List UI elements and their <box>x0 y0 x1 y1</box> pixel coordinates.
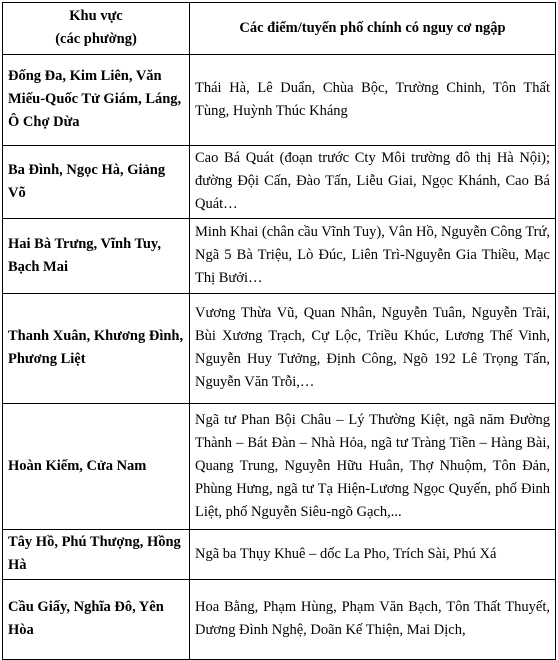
streets-cell: Ngã ba Thụy Khuê – dốc La Pho, Trích Sài, Phú Xá <box>190 530 556 580</box>
table-row <box>3 294 556 404</box>
table-row <box>3 146 556 219</box>
flood-risk-table <box>2 2 556 660</box>
area-cell: Đống Đa, Kim Liên, Văn Miếu-Quốc Tử Giám, Láng, Ô Chợ Dừa <box>3 55 190 146</box>
streets-cell: Vương Thừa Vũ, Quan Nhân, Nguyễn Tuân, Nguyễn Trãi, Bùi Xương Trạch, Cự Lộc, Triều Khúc, Lương Thế Vinh, Nguyễn Huy Tưởng, Định Công, Ngõ 192 Lê Trọng Tấn, Nguyễn Văn Trỗi,… <box>190 294 556 404</box>
header-streets: Các điểm/tuyến phố chính có nguy cơ ngập <box>190 3 556 55</box>
area-cell: Hoàn Kiếm, Cửa Nam <box>3 404 190 530</box>
streets-cell: Cao Bá Quát (đoạn trước Cty Môi trường đô thị Hà Nội); đường Đội Cấn, Đào Tấn, Liễu Giai, Ngọc Khánh, Cao Bá Quát… <box>190 146 556 219</box>
table-row <box>3 55 556 146</box>
area-cell: Thanh Xuân, Khương Đình, Phương Liệt <box>3 294 190 404</box>
table-row <box>3 530 556 580</box>
area-cell: Ba Đình, Ngọc Hà, Giảng Võ <box>3 146 190 219</box>
header-area-subtitle: (các phường) <box>55 31 137 47</box>
table-row <box>3 580 556 660</box>
table-row <box>3 219 556 294</box>
area-cell: Tây Hồ, Phú Thượng, Hồng Hà <box>3 530 190 580</box>
table-header-row <box>3 3 556 55</box>
header-area <box>3 3 190 55</box>
header-area-title: Khu vực <box>69 8 123 24</box>
streets-cell: Ngã tư Phan Bội Châu – Lý Thường Kiệt, ngã năm Đường Thành – Bát Đàn – Nhà Hỏa, ngã tư Tràng Tiền – Hàng Bài, Quang Trung, Nguyễn Hữu Huân, Thợ Nhuộm, Tôn Đản, Phùng Hưng, ngã tư Tạ Hiện-Lương Ngọc Quyến, phố Đinh Liệt, phố Nguyễn Siêu-ngõ Gạch,... <box>190 404 556 530</box>
streets-cell: Thái Hà, Lê Duẩn, Chùa Bộc, Trường Chinh, Tôn Thất Tùng, Huỳnh Thúc Kháng <box>190 55 556 146</box>
area-cell: Cầu Giấy, Nghĩa Đô, Yên Hòa <box>3 580 190 660</box>
streets-cell: Minh Khai (chân cầu Vĩnh Tuy), Vân Hồ, Nguyễn Công Trứ, Ngã 5 Bà Triệu, Lò Đúc, Liên Trì-Nguyễn Gia Thiều, Mạc Thị Bưởi… <box>190 219 556 294</box>
area-cell: Hai Bà Trưng, Vĩnh Tuy, Bạch Mai <box>3 219 190 294</box>
table-row <box>3 404 556 530</box>
streets-cell: Hoa Bằng, Phạm Hùng, Phạm Văn Bạch, Tôn Thất Thuyết, Dương Đình Nghệ, Doãn Kế Thiện, Mai Dịch, <box>190 580 556 660</box>
